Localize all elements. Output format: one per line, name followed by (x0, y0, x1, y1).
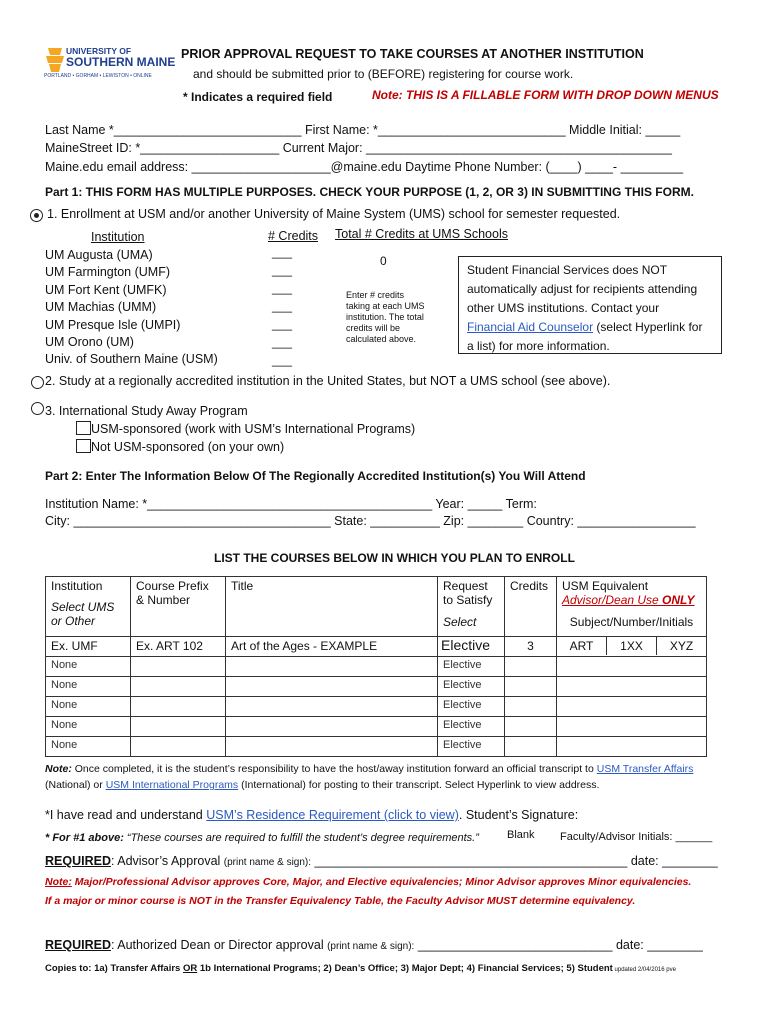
advisor-approval-line[interactable]: REQUIRED: Advisor’s Approval (print name & sign): _____________________________________________ date: ________ (45, 854, 718, 868)
logo-line3: PORTLAND • GORHAM • LEWISTON • ONLINE (44, 73, 152, 79)
name-fields[interactable]: Last Name *___________________________ First Name: *___________________________ Middle Initial: _____ (45, 123, 681, 137)
dean-approval-line[interactable]: REQUIRED: Authorized Dean or Director approval (print name & sign): ____________________________ date: ________ (45, 938, 703, 952)
email-phone-fields[interactable]: Maine.edu email address: ____________________@maine.edu Daytime Phone Number: (____) ____- _________ (45, 160, 684, 174)
logo-line1: UNIVERSITY OF (66, 46, 132, 56)
institution-select[interactable]: None (46, 717, 131, 737)
copies-to-line: Copies to: 1a) Transfer Affairs OR 1b International Programs; 2) Dean’s Office; 3) Major Dept; 4) Financial Services; 5) Student updated 2/04/2016 pve (45, 963, 676, 974)
table-row[interactable] (46, 697, 707, 717)
location-fields[interactable]: City: _____________________________________ State: __________ Zip: ________ Country: _________________ (45, 514, 696, 528)
table-row[interactable] (46, 677, 707, 697)
option1-radio[interactable] (30, 209, 43, 222)
fillable-note: Note: THIS IS A FILLABLE FORM WITH DROP DOWN MENUS (372, 88, 719, 102)
institution-fields[interactable]: Institution Name: *_________________________________________ Year: _____ Term: (45, 497, 537, 511)
option2-label: 2. Study at a regionally accredited institution in the United States, but NOT a UMS school (see above). (45, 374, 611, 388)
courses-heading: LIST THE COURSES BELOW IN WHICH YOU PLAN TO ENROLL (214, 551, 575, 565)
request-select[interactable]: Elective (438, 677, 505, 697)
form-title: PRIOR APPROVAL REQUEST TO TAKE COURSES AT ANOTHER INSTITUTION (181, 47, 644, 61)
advisor-rules-note-1: Note: Major/Professional Advisor approves Core, Major, and Elective equivalencies; Minor Advisor approves Minor equivalencies. (45, 876, 692, 888)
institution-select[interactable]: None (46, 737, 131, 757)
institution-select[interactable]: None (46, 697, 131, 717)
header-institution: Institution Select UMS or Other (46, 577, 131, 637)
transfer-affairs-link[interactable]: USM Transfer Affairs (596, 763, 694, 775)
request-select[interactable]: Elective (438, 717, 505, 737)
table-row[interactable] (46, 717, 707, 737)
institution-select[interactable]: None (46, 657, 131, 677)
id-major-fields[interactable]: MaineStreet ID: *____________________ Current Major: ____________________________________________ (45, 141, 672, 155)
financial-aid-text: Student Financial Services does NOT automatically adjust for recipients attending other UMS institutions. Contact your Financial Aid Counselor (select Hyperlink for a list) for more information. (467, 263, 703, 353)
option3-radio[interactable] (31, 402, 44, 415)
courses-table (45, 576, 707, 757)
option3-label: 3. International Study Away Program (45, 404, 248, 418)
residence-line: *I have read and understand USM’s Residence Requirement (click to view). Student’s Signature: (45, 808, 579, 822)
logo-line2: SOUTHERN MAINE (66, 55, 176, 69)
transcript-note: Note: Once completed, it is the student’s responsibility to have the host/away institution forward an official transcript to USM Transfer Affairs (National) or USM International Programs (International) for posting to their transcript. Select Hyperlink to view address. (45, 763, 694, 791)
header-credits: Credits (505, 577, 557, 637)
usm-sponsored-checkbox[interactable] (76, 421, 91, 435)
option1-label: 1. Enrollment at USM and/or another University of Maine System (UMS) school for semester requested. (47, 207, 621, 221)
credits-input-umf[interactable]: ___ (272, 263, 293, 277)
enter-credits-note: Enter # credits taking at each UMS institution. The total credits will be calculated above. (346, 290, 425, 344)
table-row[interactable] (46, 657, 707, 677)
usm-sponsored-label: USM-sponsored (work with USM’s International Programs) (91, 422, 416, 436)
part2-heading: Part 2: Enter The Information Below Of The Regionally Accredited Institution(s) You Will Attend (45, 469, 586, 483)
inst-umpi: UM Presque Isle (UMPI) (45, 318, 181, 332)
advisor-rules-note-2: If a major or minor course is NOT in the Transfer Equivalency Table, the Faculty Advisor MUST determine equivalency. (45, 895, 636, 907)
request-select[interactable]: Elective (438, 697, 505, 717)
credits-input-usm[interactable]: ___ (272, 353, 293, 367)
form-subtitle: and should be submitted prior to (BEFORE) registering for course work. (193, 67, 574, 81)
for1-line: * For #1 above: “These courses are required to fulfill the student’s degree requirements.” (45, 832, 479, 844)
logo-icon (44, 46, 66, 76)
request-select[interactable]: Elective (438, 737, 505, 757)
international-programs-link[interactable]: USM International Programs (105, 779, 239, 791)
request-select[interactable]: Elective (438, 657, 505, 677)
header-title: Title (226, 577, 438, 637)
col-total: Total # Credits at UMS Schools (335, 227, 508, 241)
financial-aid-link[interactable]: Financial Aid Counselor (467, 320, 594, 334)
inst-uma: UM Augusta (UMA) (45, 248, 153, 262)
institution-select[interactable]: None (46, 677, 131, 697)
col-credits: # Credits (268, 229, 319, 243)
usm-logo (44, 44, 176, 84)
inst-usm: Univ. of Southern Maine (USM) (45, 352, 218, 366)
table-row[interactable] (46, 737, 707, 757)
not-usm-sponsored-checkbox[interactable] (76, 439, 91, 453)
header-request: Request to Satisfy Select (438, 577, 505, 637)
faculty-initials[interactable]: Faculty/Advisor Initials: ______ (560, 831, 713, 843)
courses-header-row (46, 577, 707, 637)
required-note: * Indicates a required field (183, 90, 333, 104)
residence-requirement-link[interactable]: USM’s Residence Requirement (click to view) (206, 808, 459, 822)
total-credits-value: 0 (380, 254, 387, 268)
credits-input-uma[interactable]: ___ (272, 245, 293, 259)
col-institution: Institution (91, 230, 145, 244)
inst-umf: UM Farmington (UMF) (45, 265, 171, 279)
credits-input-umfk[interactable]: ___ (272, 281, 293, 295)
option2-radio[interactable] (31, 376, 44, 389)
inst-umm: UM Machias (UMM) (45, 300, 157, 314)
inst-umfk: UM Fort Kent (UMFK) (45, 283, 167, 297)
inst-um: UM Orono (UM) (45, 335, 134, 349)
credits-input-umpi[interactable]: ___ (272, 317, 293, 331)
credits-input-umm[interactable]: ___ (272, 299, 293, 313)
header-prefix: Course Prefix & Number (131, 577, 226, 637)
header-usm-equivalent: USM Equivalent Advisor/Dean Use ONLY Subject/Number/Initials (557, 577, 707, 637)
part1-heading: Part 1: THIS FORM HAS MULTIPLE PURPOSES. CHECK YOUR PURPOSE (1, 2, OR 3) IN SUBMITTING THIS FORM. (45, 185, 694, 199)
example-row: Ex. UMF Ex. ART 102 Art of the Ages - EXAMPLE Elective 3 ART 1XX XYZ (46, 637, 707, 657)
credits-input-um[interactable]: ___ (272, 335, 293, 349)
initials-blank[interactable]: Blank (507, 829, 535, 841)
not-usm-sponsored-label: Not USM-sponsored (on your own) (91, 440, 285, 454)
